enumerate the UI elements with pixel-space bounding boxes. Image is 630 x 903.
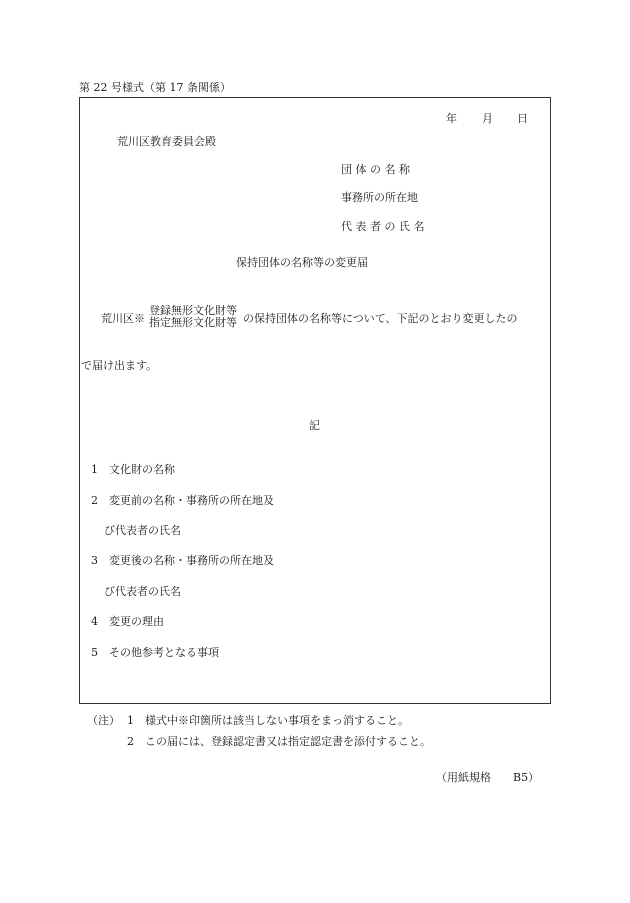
list-item: 2 変更前の名称・事務所の所在地及 [91, 494, 274, 507]
list-item: 4 変更の理由 [91, 615, 164, 628]
field-representative-name: 代 表 者 の 氏 名 [341, 220, 425, 233]
list-item: び代表者の氏名 [104, 524, 181, 537]
note-2: この届には、登録認定書又は指定認定書を添付すること。 [145, 735, 431, 748]
body-line2: で届け出ます。 [81, 359, 158, 372]
field-office-address: 事務所の所在地 [341, 191, 418, 204]
ki-heading: 記 [309, 419, 320, 432]
list-item: 1 文化財の名称 [91, 463, 175, 476]
list-item: 5 その他参考となる事項 [91, 646, 219, 659]
addressee: 荒川区教育委員会殿 [117, 135, 216, 148]
document-title: 保持団体の名称等の変更届 [236, 256, 368, 269]
date-month: 月 [482, 112, 493, 125]
paper-spec: （用紙規格 B5） [436, 771, 540, 784]
option-registered: 登録無形文化財等 [149, 304, 237, 317]
note-1-number: 1 [127, 714, 134, 727]
date-day: 日 [517, 112, 528, 125]
form-box [79, 97, 551, 704]
note-2-number: 2 [127, 735, 134, 748]
note-1: 様式中※印箇所は該当しない事項をまっ消すること。 [145, 714, 409, 727]
list-item: 3 変更後の名称・事務所の所在地及 [91, 554, 274, 567]
body-line1-suffix: の保持団体の名称等について、下記のとおり変更したの [243, 312, 518, 325]
notes-label: （注） [87, 714, 120, 727]
list-item: び代表者の氏名 [104, 585, 181, 598]
body-prefix: 荒川区※ [101, 312, 145, 325]
form-title: 第 22 号様式（第 17 条関係） [79, 81, 231, 94]
cultural-property-options [149, 305, 237, 329]
option-designated: 指定無形文化財等 [149, 316, 237, 330]
date-year: 年 [446, 112, 457, 125]
field-group-name: 団 体 の 名 称 [341, 163, 410, 176]
